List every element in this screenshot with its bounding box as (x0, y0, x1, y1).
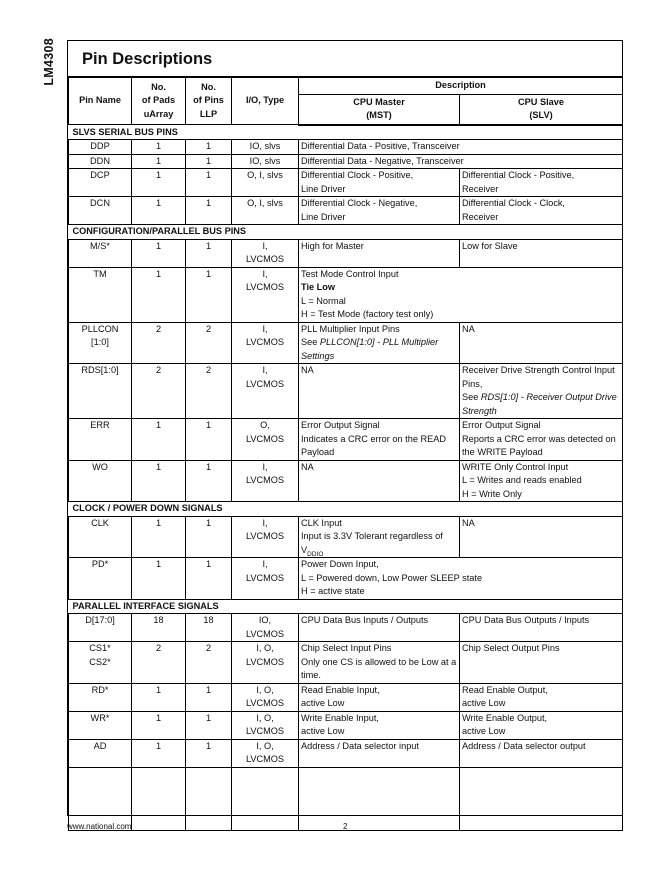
pin-name: AD (69, 739, 132, 767)
table-row (69, 239, 623, 267)
pin-name: DDP (69, 140, 132, 155)
master-description: NA (299, 460, 460, 502)
slave-description: Address / Data selector output (460, 739, 623, 767)
table-row (69, 516, 623, 558)
pads-count: 1 (132, 460, 186, 502)
section-clock: CLOCK / POWER DOWN SIGNALS (69, 502, 623, 517)
pads-count: 1 (132, 169, 186, 197)
master-description: CPU Data Bus Inputs / Outputs (299, 614, 460, 642)
pin-descriptions-table (68, 76, 623, 831)
description: Differential Data - Positive, Transceiver (299, 140, 623, 155)
slave-description: WRITE Only Control Input L = Writes and reads enabled H = Write Only (460, 460, 623, 502)
slave-description: CPU Data Bus Outputs / Inputs (460, 614, 623, 642)
io-type: IO, LVCMOS (232, 614, 299, 642)
master-description: CLK Input Input is 3.3V Tolerant regardless of $V_{DDIO}$ (299, 516, 460, 558)
pins-count: 1 (186, 239, 232, 267)
table-row (69, 419, 623, 461)
pllcon-settings-link[interactable]: PLLCON[1:0] - PLL Multiplier (319, 337, 439, 347)
description: Test Mode Control Input Tie Low L = Normal H = Test Mode (factory test only) (299, 267, 623, 322)
pads-count: 1 (132, 197, 186, 225)
slave-description: Read Enable Output, active Low (460, 683, 623, 711)
slave-description: Differential Clock - Positive, Receiver (460, 169, 623, 197)
slave-description: Error Output Signal Reports a CRC error was detected on the WRITE Payload (460, 419, 623, 461)
pin-name: ERR (69, 419, 132, 461)
table-row (69, 197, 623, 225)
io-type: I, LVCMOS (232, 322, 299, 364)
pin-name: DDN (69, 154, 132, 169)
section-row (69, 125, 623, 140)
master-description: Write Enable Input, active Low (299, 711, 460, 739)
page-title: Pin Descriptions (82, 50, 213, 68)
pin-name: WR* (69, 711, 132, 739)
io-type: I, O, LVCMOS (232, 683, 299, 711)
master-description: High for Master (299, 239, 460, 267)
section-parallel: PARALLEL INTERFACE SIGNALS (69, 599, 623, 614)
pads-count: 2 (132, 642, 186, 684)
pin-name: CS1* CS2* (69, 642, 132, 684)
empty-cell (132, 767, 186, 830)
slave-description: Chip Select Output Pins (460, 642, 623, 684)
part-number-side-label: LM4308 (42, 38, 56, 86)
master-description: Differential Clock - Positive, Line Driver (299, 169, 460, 197)
header-pin-name: Pin Name (69, 77, 132, 125)
io-type: I, O, LVCMOS (232, 711, 299, 739)
pads-count: 2 (132, 322, 186, 364)
pads-count: 1 (132, 739, 186, 767)
master-description: NA (299, 364, 460, 419)
pins-count: 1 (186, 739, 232, 767)
io-type: I, LVCMOS (232, 364, 299, 419)
description: Power Down Input, L = Powered down, Low Power SLEEP state H = active state (299, 558, 623, 600)
pin-name: PD* (69, 558, 132, 600)
section-row (69, 599, 623, 614)
pins-count: 18 (186, 614, 232, 642)
table-row (69, 140, 623, 155)
table-row (69, 154, 623, 169)
master-description: PLL Multiplier Input Pins See PLLCON[1:0] - PLL Multiplier Settings (299, 322, 460, 364)
footer-website[interactable]: www.national.com (67, 822, 132, 831)
master-description: Differential Clock - Negative, Line Driver (299, 197, 460, 225)
io-type: I, O, LVCMOS (232, 739, 299, 767)
pads-count: 1 (132, 683, 186, 711)
io-type: I, LVCMOS (232, 516, 299, 558)
pin-name: M/S* (69, 239, 132, 267)
pads-count: 1 (132, 267, 186, 322)
pads-count: 1 (132, 419, 186, 461)
table-row (69, 364, 623, 419)
section-slvs: SLVS SERIAL BUS PINS (69, 125, 623, 140)
pins-count: 2 (186, 642, 232, 684)
table-row (69, 322, 623, 364)
empty-cell (69, 767, 132, 830)
master-description: Address / Data selector input (299, 739, 460, 767)
empty-cell (186, 767, 232, 830)
table-row (69, 739, 623, 767)
pads-count: 1 (132, 711, 186, 739)
slave-description: Receiver Drive Strength Control Input Pins, See RDS[1:0] - Receiver Output Drive Strength (460, 364, 623, 419)
slave-description: Differential Clock - Clock, Receiver (460, 197, 623, 225)
table-row (69, 642, 623, 684)
slave-description: NA (460, 322, 623, 364)
io-type: O, I, slvs (232, 197, 299, 225)
pins-count: 1 (186, 558, 232, 600)
pin-name: CLK (69, 516, 132, 558)
table-row (69, 169, 623, 197)
slave-description: Write Enable Output, active Low (460, 711, 623, 739)
io-type: IO, slvs (232, 140, 299, 155)
pins-count: 1 (186, 460, 232, 502)
pins-count: 1 (186, 516, 232, 558)
footer-page-number: 2 (343, 822, 348, 831)
header-pads: No. of Pads uArray (132, 77, 186, 125)
io-type: I, LVCMOS (232, 239, 299, 267)
pads-count: 1 (132, 140, 186, 155)
pads-count: 1 (132, 558, 186, 600)
pins-count: 2 (186, 322, 232, 364)
io-type: I, O, LVCMOS (232, 642, 299, 684)
table-row (69, 614, 623, 642)
section-config: CONFIGURATION/PARALLEL BUS PINS (69, 225, 623, 240)
empty-cell (232, 767, 299, 830)
header-cpu-slave: CPU Slave (SLV) (460, 94, 623, 125)
section-row (69, 502, 623, 517)
io-type: IO, slvs (232, 154, 299, 169)
pads-count: 18 (132, 614, 186, 642)
pin-name: PLLCON [1:0] (69, 322, 132, 364)
pin-name: RD* (69, 683, 132, 711)
header-io-type: I/O, Type (232, 77, 299, 125)
pin-name: TM (69, 267, 132, 322)
table-row (69, 267, 623, 322)
master-description: Chip Select Input Pins Only one CS is allowed to be Low at a time. (299, 642, 460, 684)
pin-name: WO (69, 460, 132, 502)
pins-count: 2 (186, 364, 232, 419)
pins-count: 1 (186, 683, 232, 711)
pads-count: 1 (132, 516, 186, 558)
description: Differential Data - Negative, Transceiver (299, 154, 623, 169)
pads-count: 2 (132, 364, 186, 419)
rds-strength-link[interactable]: RDS[1:0] - Receiver Output Drive (480, 392, 617, 402)
header-cpu-master: CPU Master (MST) (299, 94, 460, 125)
table-empty-tail (69, 767, 623, 830)
io-type: O, I, slvs (232, 169, 299, 197)
master-description: Error Output Signal Indicates a CRC error on the READ Payload (299, 419, 460, 461)
pads-count: 1 (132, 239, 186, 267)
table-row (69, 558, 623, 600)
io-type: O, LVCMOS (232, 419, 299, 461)
master-description: Read Enable Input, active Low (299, 683, 460, 711)
pins-count: 1 (186, 711, 232, 739)
pins-count: 1 (186, 267, 232, 322)
pins-count: 1 (186, 169, 232, 197)
slave-description: Low for Slave (460, 239, 623, 267)
slave-description: NA (460, 516, 623, 558)
empty-cell (460, 767, 623, 830)
table-row (69, 711, 623, 739)
pin-name: DCN (69, 197, 132, 225)
header-description: Description (299, 77, 623, 94)
table-row (69, 460, 623, 502)
pins-count: 1 (186, 140, 232, 155)
io-type: I, LVCMOS (232, 267, 299, 322)
pads-count: 1 (132, 154, 186, 169)
section-row (69, 225, 623, 240)
pin-name: DCP (69, 169, 132, 197)
io-type: I, LVCMOS (232, 460, 299, 502)
pin-name: RDS[1:0] (69, 364, 132, 419)
io-type: I, LVCMOS (232, 558, 299, 600)
table-header-row (69, 77, 623, 94)
table-row (69, 683, 623, 711)
header-pins: No. of Pins LLP (186, 77, 232, 125)
pins-count: 1 (186, 197, 232, 225)
pins-count: 1 (186, 419, 232, 461)
empty-cell (299, 767, 460, 830)
pins-count: 1 (186, 154, 232, 169)
pin-name: D[17:0] (69, 614, 132, 642)
